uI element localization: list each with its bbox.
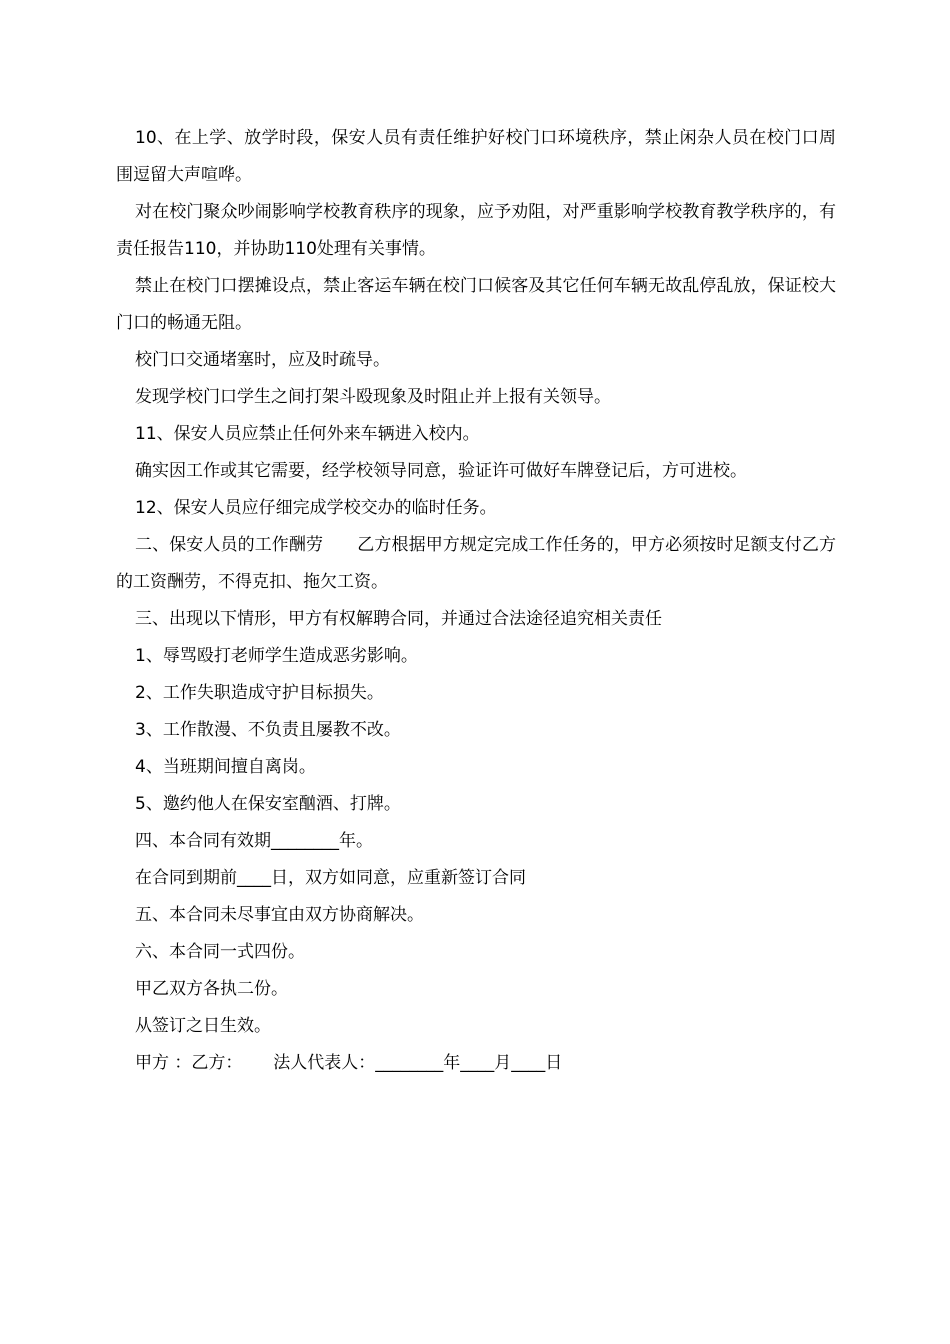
paragraph: 11、保安人员应禁止任何外来车辆进入校内。: [135, 424, 480, 444]
paragraph: 3、工作散漫、不负责且屡教不改。: [135, 720, 401, 740]
paragraph: 三、出现以下情形，甲方有权解聘合同，并通过合法途径追究相关责任: [135, 609, 662, 629]
paragraph: 四、本合同有效期________年。: [135, 831, 373, 851]
paragraph: 5、邀约他人在保安室酗酒、打牌。: [135, 794, 401, 814]
paragraph: 发现学校门口学生之间打架斗殴现象及时阻止并上报有关领导。: [135, 387, 611, 407]
paragraph: 4、当班期间擅自离岗。: [135, 757, 316, 777]
paragraph: 二、保安人员的工作酬劳 乙方根据甲方规定完成工作任务的，甲方必须按时足额支付乙方的工资酬劳，不得克扣、拖欠工资。: [116, 535, 836, 592]
paragraph: 1、辱骂殴打老师学生造成恶劣影响。: [135, 646, 418, 666]
paragraph: 甲乙双方各执二份。: [135, 979, 288, 999]
paragraph: 五、本合同未尽事宜由双方协商解决。: [135, 905, 424, 925]
paragraph: 在合同到期前____日，双方如同意，应重新签订合同: [135, 868, 526, 888]
paragraph: 从签订之日生效。: [135, 1016, 271, 1036]
paragraph: 校门口交通堵塞时，应及时疏导。: [135, 350, 390, 370]
paragraph: 对在校门聚众吵闹影响学校教育秩序的现象，应予劝阻，对严重影响学校教育教学秩序的，有责任报告110，并协助110处理有关事情。: [116, 202, 836, 259]
signature-line: 甲方 ：乙方： 法人代表人：________年____月____日: [135, 1053, 563, 1073]
paragraph: 禁止在校门口摆摊设点，禁止客运车辆在校门口候客及其它任何车辆无故乱停乱放，保证校大门口的畅通无阻。: [116, 276, 836, 333]
paragraph: 10、在上学、放学时段，保安人员有责任维护好校门口环境秩序，禁止闲杂人员在校门口周围逗留大声喧哗。: [116, 128, 836, 185]
paragraph: 12、保安人员应仔细完成学校交办的临时任务。: [135, 498, 497, 518]
paragraph: 六、本合同一式四份。: [135, 942, 305, 962]
paragraph: 确实因工作或其它需要，经学校领导同意，验证许可做好车牌登记后，方可进校。: [135, 461, 747, 481]
document-body: [116, 120, 836, 1082]
paragraph: 2、工作失职造成守护目标损失。: [135, 683, 384, 703]
